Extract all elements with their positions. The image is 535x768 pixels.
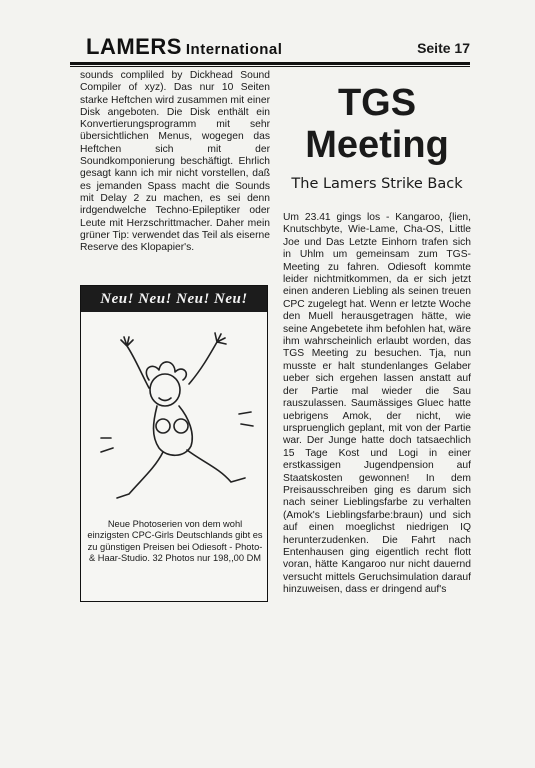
magazine-logo: [86, 34, 282, 60]
page-number: Seite 17: [417, 40, 470, 56]
header-rule-thin: [70, 66, 470, 67]
ad-caption: Neue Photoserien von dem wohl einzigsten CPC-Girls Deutschlands gibt es zu günstigen Preisen bei Odiesoft - Photo- & Haar-Studio. 32 Photos nur 198,,00 DM: [87, 519, 263, 563]
header-rule: [70, 62, 470, 65]
left-column-paragraph: sounds compliled by Dickhead Sound Compiler of xyz). Das nur 10 Seiten starke Heftchen wird zusammen mit einer Disk angeboten. Die Disk enthält ein Konvertierungsprogramm mit sehr übersichtlichen Menus, wogegen das Heftchen sich mit der Soundkomponierung beschäftigt. Ehrlich gesagt kann ich mir nicht vorstellen, daß es jemanden Spass macht die Sounds mit Delay 2 zu machen, es sei denn irdgendwelche Techno-Epileptiker oder Leute mit Herzschrittmacher. Daher mein grüner Tip: verwendet das Teil als eiserne Reserve des Klopapier's.: [80, 70, 270, 254]
advertisement-box: [80, 285, 268, 602]
logo-main-text: LAMERS: [86, 34, 182, 59]
page-header: [70, 28, 470, 60]
left-column-text: [80, 70, 270, 254]
article-subtitle: The Lamers Strike Back: [291, 176, 463, 192]
article-body: Um 23.41 gings los - Kangaroo, {lien, Knutschbyte, Wie-Lame, Cha-OS, Little Joe und Das Letzte Einhorn trafen sich in Uhlm um gemeinsam zum TGS-Meeting zu fahren. Odiesoft kommte leider nichtmitkommen, da er sich jetzt einen anderen Liebling als seinen treuen CPC zugelegt hat. Wenn er letzte Woche den Muell herausgetragen hätte, wie seine Angebetete ihm befohlen hat, wäre ihm wahrscheinlich erlaubt worden, das TGS Meeting zu besuchen. Tja, nun musste er halt stundenlanges Gelaber ueber sich ergehen lassen anstatt auf der Partie mal wieder die Sau rauszulassen. Saumässiges Gluec hatte uebrigens Amok, der nicht, wie urspruenglich geplant, mit von der Partie war. Der Junge hatte doch tatsaechlich 15 Tage Kost und Logi in einer erstkassigen Jugendpension auf Staatskosten gewonnen! In dem Preisausschreiben ging es darum sich nach seiner Lieblingsfarbe zu verhalten (Amok's Lieblingsfarbe:braun) und sich auf einen moeglichst niedrigen IQ herunterzudenken. Die Fahrt nach Entenhausen ging eigentlich recht flott voran, hätte Kangaroo nur nicht dauernd versucht mittels Geruchsimulation darauf hinzuweisen, dass er dringend auf's: [283, 212, 471, 596]
ad-headline: Neu! Neu! Neu! Neu!: [81, 286, 267, 312]
article-title-line2: Meeting: [305, 124, 449, 166]
cartoon-figure-illustration: [91, 318, 259, 518]
article-title: [282, 82, 472, 166]
article-title-line1: TGS: [337, 82, 417, 124]
logo-sub-text: International: [185, 41, 283, 58]
